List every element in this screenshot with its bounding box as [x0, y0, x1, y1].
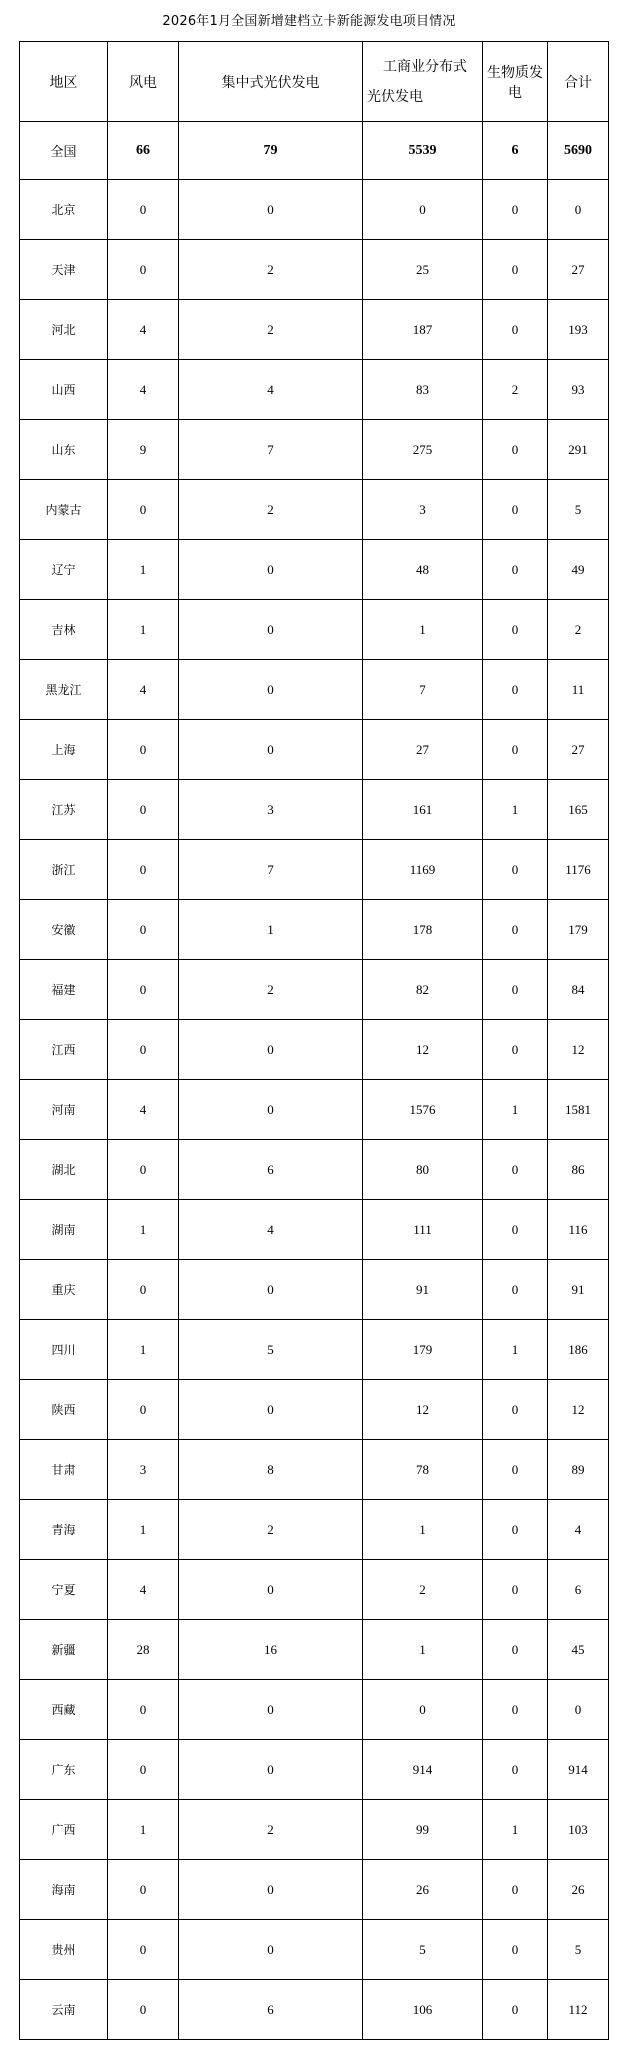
cell-distributed-pv: 91 [363, 1260, 483, 1320]
table-row [20, 240, 609, 300]
cell-total: 914 [548, 1740, 609, 1800]
cell-distributed-pv: 106 [363, 1980, 483, 2040]
table-row [20, 420, 609, 480]
table-row [20, 360, 609, 420]
cell-biomass: 0 [483, 480, 548, 540]
table-row [20, 1560, 609, 1620]
cell-central-pv: 0 [179, 1080, 363, 1140]
cell-central-pv: 4 [179, 1200, 363, 1260]
table-row [20, 1500, 609, 1560]
cell-biomass: 0 [483, 720, 548, 780]
cell-distributed-pv: 178 [363, 900, 483, 960]
cell-distributed-pv: 27 [363, 720, 483, 780]
header-central-pv: 集中式光伏发电 [179, 42, 363, 122]
cell-central-pv: 6 [179, 1980, 363, 2040]
cell-wind: 28 [108, 1620, 179, 1680]
header-wind: 风电 [108, 42, 179, 122]
cell-region: 河北 [20, 300, 108, 360]
cell-distributed-pv: 3 [363, 480, 483, 540]
cell-region: 四川 [20, 1320, 108, 1380]
cell-total: 165 [548, 780, 609, 840]
cell-distributed-pv: 82 [363, 960, 483, 1020]
cell-wind: 0 [108, 1680, 179, 1740]
cell-region: 北京 [20, 180, 108, 240]
cell-wind: 1 [108, 1320, 179, 1380]
table-row [20, 1320, 609, 1380]
cell-total: 291 [548, 420, 609, 480]
cell-central-pv: 5 [179, 1320, 363, 1380]
cell-wind: 66 [108, 122, 179, 180]
cell-wind: 0 [108, 1980, 179, 2040]
header-distributed-pv-line2: 光伏发电 [367, 88, 423, 105]
header-distributed-pv-line1: 工商业分布式 [383, 58, 467, 75]
cell-distributed-pv: 0 [363, 180, 483, 240]
cell-wind: 0 [108, 1260, 179, 1320]
table-row [20, 1200, 609, 1260]
cell-region: 安徽 [20, 900, 108, 960]
cell-distributed-pv: 5 [363, 1920, 483, 1980]
cell-total: 27 [548, 720, 609, 780]
cell-total: 1176 [548, 840, 609, 900]
projects-table [19, 41, 609, 2040]
cell-wind: 1 [108, 1800, 179, 1860]
cell-distributed-pv: 914 [363, 1740, 483, 1800]
cell-wind: 1 [108, 600, 179, 660]
cell-wind: 0 [108, 1860, 179, 1920]
cell-biomass: 0 [483, 660, 548, 720]
table-row [20, 540, 609, 600]
cell-biomass: 1 [483, 1320, 548, 1380]
cell-central-pv: 2 [179, 300, 363, 360]
cell-biomass: 0 [483, 1020, 548, 1080]
cell-total: 11 [548, 660, 609, 720]
cell-wind: 9 [108, 420, 179, 480]
cell-biomass: 0 [483, 1980, 548, 2040]
table-row [20, 1140, 609, 1200]
cell-total: 116 [548, 1200, 609, 1260]
cell-central-pv: 0 [179, 540, 363, 600]
cell-biomass: 0 [483, 420, 548, 480]
cell-region: 广东 [20, 1740, 108, 1800]
cell-central-pv: 0 [179, 720, 363, 780]
cell-wind: 0 [108, 780, 179, 840]
cell-distributed-pv: 83 [363, 360, 483, 420]
cell-central-pv: 16 [179, 1620, 363, 1680]
cell-biomass: 0 [483, 1380, 548, 1440]
cell-total: 86 [548, 1140, 609, 1200]
table-row [20, 1440, 609, 1500]
cell-distributed-pv: 1576 [363, 1080, 483, 1140]
cell-region: 甘肃 [20, 1440, 108, 1500]
cell-wind: 0 [108, 720, 179, 780]
cell-region: 全国 [20, 122, 108, 180]
cell-central-pv: 4 [179, 360, 363, 420]
cell-total: 6 [548, 1560, 609, 1620]
cell-central-pv: 3 [179, 780, 363, 840]
cell-region: 吉林 [20, 600, 108, 660]
cell-central-pv: 0 [179, 1860, 363, 1920]
cell-total: 103 [548, 1800, 609, 1860]
table-row [20, 180, 609, 240]
cell-distributed-pv: 48 [363, 540, 483, 600]
cell-region: 西藏 [20, 1680, 108, 1740]
cell-total: 49 [548, 540, 609, 600]
cell-biomass: 0 [483, 1560, 548, 1620]
cell-region: 上海 [20, 720, 108, 780]
cell-region: 江西 [20, 1020, 108, 1080]
table-row [20, 900, 609, 960]
cell-central-pv: 0 [179, 660, 363, 720]
cell-region: 陕西 [20, 1380, 108, 1440]
cell-region: 福建 [20, 960, 108, 1020]
table-row [20, 1620, 609, 1680]
cell-biomass: 2 [483, 360, 548, 420]
header-region: 地区 [20, 42, 108, 122]
cell-central-pv: 7 [179, 840, 363, 900]
cell-central-pv: 0 [179, 1560, 363, 1620]
header-total: 合计 [548, 42, 609, 122]
cell-central-pv: 7 [179, 420, 363, 480]
table-row [20, 1920, 609, 1980]
cell-central-pv: 0 [179, 180, 363, 240]
table-row [20, 480, 609, 540]
cell-biomass: 0 [483, 1740, 548, 1800]
cell-wind: 0 [108, 480, 179, 540]
cell-total: 45 [548, 1620, 609, 1680]
table-row [20, 1980, 609, 2040]
cell-biomass: 1 [483, 780, 548, 840]
header-distributed-pv [363, 42, 483, 122]
cell-central-pv: 2 [179, 240, 363, 300]
cell-wind: 4 [108, 660, 179, 720]
cell-distributed-pv: 5539 [363, 122, 483, 180]
cell-wind: 4 [108, 360, 179, 420]
cell-region: 辽宁 [20, 540, 108, 600]
table-title: 2026年1月全国新增建档立卡新能源发电项目情况 [162, 14, 456, 29]
national-total-row [20, 122, 609, 180]
cell-region: 江苏 [20, 780, 108, 840]
cell-wind: 4 [108, 1080, 179, 1140]
table-row [20, 780, 609, 840]
cell-total: 91 [548, 1260, 609, 1320]
cell-biomass: 0 [483, 1440, 548, 1500]
cell-wind: 0 [108, 840, 179, 900]
cell-total: 5 [548, 480, 609, 540]
cell-wind: 0 [108, 900, 179, 960]
cell-total: 0 [548, 1680, 609, 1740]
cell-biomass: 0 [483, 540, 548, 600]
cell-wind: 0 [108, 1140, 179, 1200]
cell-region: 河南 [20, 1080, 108, 1140]
cell-distributed-pv: 1 [363, 1500, 483, 1560]
cell-distributed-pv: 25 [363, 240, 483, 300]
cell-distributed-pv: 1169 [363, 840, 483, 900]
cell-wind: 0 [108, 240, 179, 300]
cell-wind: 1 [108, 1500, 179, 1560]
cell-wind: 0 [108, 1020, 179, 1080]
cell-central-pv: 2 [179, 1800, 363, 1860]
cell-distributed-pv: 187 [363, 300, 483, 360]
cell-central-pv: 0 [179, 1740, 363, 1800]
table-row [20, 1380, 609, 1440]
cell-total: 93 [548, 360, 609, 420]
cell-distributed-pv: 275 [363, 420, 483, 480]
cell-region: 黑龙江 [20, 660, 108, 720]
cell-region: 重庆 [20, 1260, 108, 1320]
cell-central-pv: 0 [179, 1680, 363, 1740]
table-row [20, 1080, 609, 1140]
table-row [20, 1020, 609, 1080]
cell-total: 89 [548, 1440, 609, 1500]
cell-region: 湖南 [20, 1200, 108, 1260]
cell-region: 贵州 [20, 1920, 108, 1980]
cell-central-pv: 1 [179, 900, 363, 960]
cell-central-pv: 2 [179, 1500, 363, 1560]
cell-distributed-pv: 12 [363, 1380, 483, 1440]
cell-total: 4 [548, 1500, 609, 1560]
cell-biomass: 0 [483, 1620, 548, 1680]
cell-region: 广西 [20, 1800, 108, 1860]
cell-total: 27 [548, 240, 609, 300]
cell-region: 内蒙古 [20, 480, 108, 540]
cell-biomass: 0 [483, 1500, 548, 1560]
cell-biomass: 0 [483, 300, 548, 360]
cell-wind: 0 [108, 1740, 179, 1800]
cell-wind: 0 [108, 960, 179, 1020]
cell-total: 84 [548, 960, 609, 1020]
cell-biomass: 0 [483, 1920, 548, 1980]
cell-region: 山西 [20, 360, 108, 420]
cell-distributed-pv: 7 [363, 660, 483, 720]
table-row [20, 1800, 609, 1860]
cell-total: 0 [548, 180, 609, 240]
table-row [20, 720, 609, 780]
cell-central-pv: 8 [179, 1440, 363, 1500]
cell-distributed-pv: 179 [363, 1320, 483, 1380]
cell-total: 12 [548, 1020, 609, 1080]
table-row [20, 960, 609, 1020]
cell-distributed-pv: 161 [363, 780, 483, 840]
table-row [20, 840, 609, 900]
cell-region: 浙江 [20, 840, 108, 900]
cell-total: 112 [548, 1980, 609, 2040]
cell-biomass: 0 [483, 240, 548, 300]
cell-distributed-pv: 80 [363, 1140, 483, 1200]
cell-biomass: 1 [483, 1800, 548, 1860]
cell-distributed-pv: 2 [363, 1560, 483, 1620]
cell-wind: 1 [108, 540, 179, 600]
cell-wind: 4 [108, 1560, 179, 1620]
cell-wind: 3 [108, 1440, 179, 1500]
cell-central-pv: 0 [179, 1920, 363, 1980]
header-biomass: 生物质发电 [483, 42, 548, 122]
cell-biomass: 6 [483, 122, 548, 180]
table-row [20, 300, 609, 360]
cell-central-pv: 79 [179, 122, 363, 180]
cell-central-pv: 0 [179, 600, 363, 660]
cell-total: 5690 [548, 122, 609, 180]
cell-region: 宁夏 [20, 1560, 108, 1620]
cell-biomass: 0 [483, 900, 548, 960]
cell-biomass: 0 [483, 600, 548, 660]
cell-distributed-pv: 78 [363, 1440, 483, 1500]
cell-wind: 0 [108, 1920, 179, 1980]
cell-biomass: 0 [483, 1260, 548, 1320]
cell-central-pv: 2 [179, 480, 363, 540]
cell-total: 2 [548, 600, 609, 660]
cell-region: 海南 [20, 1860, 108, 1920]
cell-total: 186 [548, 1320, 609, 1380]
cell-total: 1581 [548, 1080, 609, 1140]
cell-biomass: 0 [483, 840, 548, 900]
cell-wind: 0 [108, 180, 179, 240]
cell-distributed-pv: 111 [363, 1200, 483, 1260]
table-row [20, 660, 609, 720]
cell-central-pv: 2 [179, 960, 363, 1020]
cell-total: 5 [548, 1920, 609, 1980]
cell-region: 湖北 [20, 1140, 108, 1200]
table-row [20, 1860, 609, 1920]
cell-central-pv: 0 [179, 1380, 363, 1440]
cell-region: 山东 [20, 420, 108, 480]
cell-total: 12 [548, 1380, 609, 1440]
cell-distributed-pv: 26 [363, 1860, 483, 1920]
cell-biomass: 0 [483, 180, 548, 240]
cell-distributed-pv: 12 [363, 1020, 483, 1080]
cell-region: 云南 [20, 1980, 108, 2040]
cell-biomass: 0 [483, 1860, 548, 1920]
cell-distributed-pv: 1 [363, 1620, 483, 1680]
table-row [20, 600, 609, 660]
cell-central-pv: 6 [179, 1140, 363, 1200]
cell-region: 青海 [20, 1500, 108, 1560]
cell-wind: 4 [108, 300, 179, 360]
cell-region: 新疆 [20, 1620, 108, 1680]
cell-biomass: 0 [483, 960, 548, 1020]
cell-distributed-pv: 99 [363, 1800, 483, 1860]
table-row [20, 1680, 609, 1740]
table-row [20, 1260, 609, 1320]
table-row [20, 1740, 609, 1800]
cell-distributed-pv: 1 [363, 600, 483, 660]
cell-central-pv: 0 [179, 1260, 363, 1320]
cell-biomass: 0 [483, 1200, 548, 1260]
cell-total: 193 [548, 300, 609, 360]
cell-biomass: 0 [483, 1140, 548, 1200]
cell-total: 179 [548, 900, 609, 960]
cell-central-pv: 0 [179, 1020, 363, 1080]
cell-region: 天津 [20, 240, 108, 300]
cell-wind: 0 [108, 1380, 179, 1440]
header-row [20, 42, 609, 122]
cell-total: 26 [548, 1860, 609, 1920]
cell-biomass: 0 [483, 1680, 548, 1740]
cell-biomass: 1 [483, 1080, 548, 1140]
cell-wind: 1 [108, 1200, 179, 1260]
cell-distributed-pv: 0 [363, 1680, 483, 1740]
